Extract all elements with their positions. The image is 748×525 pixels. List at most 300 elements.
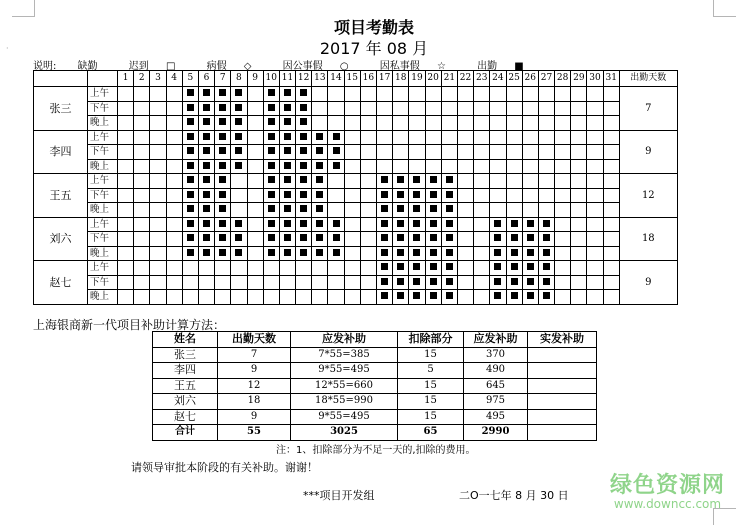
- attendance-cell[interactable]: [571, 174, 587, 189]
- attendance-cell[interactable]: [296, 261, 312, 276]
- attendance-cell[interactable]: [377, 246, 393, 261]
- attendance-cell[interactable]: [441, 246, 457, 261]
- attendance-cell[interactable]: [134, 145, 150, 160]
- attendance-cell[interactable]: [279, 130, 295, 145]
- attendance-cell[interactable]: [328, 203, 344, 218]
- attendance-cell[interactable]: [360, 159, 376, 174]
- attendance-cell[interactable]: [247, 275, 263, 290]
- attendance-cell[interactable]: [296, 188, 312, 203]
- table-cell[interactable]: [528, 425, 597, 441]
- attendance-cell[interactable]: [603, 87, 619, 102]
- attendance-cell[interactable]: [215, 261, 231, 276]
- attendance-cell[interactable]: [182, 246, 198, 261]
- attendance-cell[interactable]: [490, 203, 506, 218]
- attendance-cell[interactable]: [231, 203, 247, 218]
- attendance-cell[interactable]: [118, 217, 134, 232]
- attendance-cell[interactable]: [360, 188, 376, 203]
- attendance-cell[interactable]: [474, 159, 490, 174]
- attendance-cell[interactable]: [263, 188, 279, 203]
- attendance-cell[interactable]: [279, 203, 295, 218]
- attendance-cell[interactable]: [296, 246, 312, 261]
- attendance-cell[interactable]: [409, 290, 425, 305]
- attendance-cell[interactable]: [182, 174, 198, 189]
- attendance-cell[interactable]: [538, 116, 554, 131]
- attendance-cell[interactable]: [409, 188, 425, 203]
- attendance-cell[interactable]: [457, 145, 473, 160]
- attendance-cell[interactable]: [441, 290, 457, 305]
- attendance-cell[interactable]: [425, 261, 441, 276]
- attendance-cell[interactable]: [603, 116, 619, 131]
- attendance-cell[interactable]: [296, 101, 312, 116]
- attendance-cell[interactable]: [506, 290, 522, 305]
- attendance-cell[interactable]: [328, 116, 344, 131]
- attendance-cell[interactable]: [474, 217, 490, 232]
- attendance-cell[interactable]: [118, 261, 134, 276]
- attendance-cell[interactable]: [409, 275, 425, 290]
- table-cell[interactable]: [528, 347, 597, 363]
- attendance-cell[interactable]: [409, 130, 425, 145]
- attendance-cell[interactable]: [231, 159, 247, 174]
- attendance-cell[interactable]: [555, 188, 571, 203]
- attendance-cell[interactable]: [134, 130, 150, 145]
- attendance-cell[interactable]: [474, 261, 490, 276]
- attendance-cell[interactable]: [312, 290, 328, 305]
- attendance-cell[interactable]: [182, 101, 198, 116]
- attendance-cell[interactable]: [377, 232, 393, 247]
- attendance-cell[interactable]: [263, 232, 279, 247]
- attendance-cell[interactable]: [166, 188, 182, 203]
- attendance-cell[interactable]: [377, 290, 393, 305]
- attendance-cell[interactable]: [571, 203, 587, 218]
- attendance-cell[interactable]: [538, 217, 554, 232]
- attendance-cell[interactable]: [360, 116, 376, 131]
- attendance-cell[interactable]: [393, 145, 409, 160]
- attendance-cell[interactable]: [441, 116, 457, 131]
- attendance-cell[interactable]: [441, 87, 457, 102]
- attendance-cell[interactable]: [198, 275, 214, 290]
- attendance-cell[interactable]: [571, 116, 587, 131]
- attendance-cell[interactable]: [393, 116, 409, 131]
- attendance-cell[interactable]: [263, 145, 279, 160]
- attendance-cell[interactable]: [490, 246, 506, 261]
- attendance-cell[interactable]: [587, 145, 603, 160]
- attendance-cell[interactable]: [474, 188, 490, 203]
- attendance-cell[interactable]: [344, 87, 360, 102]
- attendance-cell[interactable]: [490, 130, 506, 145]
- attendance-cell[interactable]: [457, 232, 473, 247]
- attendance-cell[interactable]: [377, 145, 393, 160]
- attendance-cell[interactable]: [312, 203, 328, 218]
- attendance-cell[interactable]: [263, 174, 279, 189]
- attendance-cell[interactable]: [587, 188, 603, 203]
- attendance-cell[interactable]: [263, 101, 279, 116]
- attendance-cell[interactable]: [118, 130, 134, 145]
- attendance-cell[interactable]: [555, 275, 571, 290]
- attendance-cell[interactable]: [150, 116, 166, 131]
- attendance-cell[interactable]: [425, 87, 441, 102]
- attendance-cell[interactable]: [344, 232, 360, 247]
- attendance-cell[interactable]: [506, 275, 522, 290]
- attendance-cell[interactable]: [538, 203, 554, 218]
- attendance-cell[interactable]: [425, 290, 441, 305]
- attendance-cell[interactable]: [296, 130, 312, 145]
- attendance-cell[interactable]: [360, 130, 376, 145]
- attendance-cell[interactable]: [457, 217, 473, 232]
- attendance-cell[interactable]: [279, 217, 295, 232]
- attendance-cell[interactable]: [150, 246, 166, 261]
- attendance-cell[interactable]: [474, 275, 490, 290]
- attendance-cell[interactable]: [263, 87, 279, 102]
- attendance-cell[interactable]: [457, 261, 473, 276]
- attendance-cell[interactable]: [344, 145, 360, 160]
- attendance-cell[interactable]: [198, 87, 214, 102]
- attendance-cell[interactable]: [409, 261, 425, 276]
- attendance-cell[interactable]: [360, 261, 376, 276]
- attendance-cell[interactable]: [231, 130, 247, 145]
- attendance-cell[interactable]: [312, 174, 328, 189]
- attendance-cell[interactable]: [231, 290, 247, 305]
- attendance-cell[interactable]: [538, 188, 554, 203]
- attendance-cell[interactable]: [312, 130, 328, 145]
- attendance-cell[interactable]: [409, 145, 425, 160]
- table-cell[interactable]: [528, 363, 597, 379]
- attendance-cell[interactable]: [344, 101, 360, 116]
- attendance-cell[interactable]: [425, 188, 441, 203]
- attendance-cell[interactable]: [182, 232, 198, 247]
- attendance-cell[interactable]: [231, 217, 247, 232]
- attendance-cell[interactable]: [506, 116, 522, 131]
- attendance-cell[interactable]: [328, 246, 344, 261]
- attendance-cell[interactable]: [377, 217, 393, 232]
- attendance-cell[interactable]: [166, 246, 182, 261]
- attendance-cell[interactable]: [490, 101, 506, 116]
- attendance-cell[interactable]: [457, 275, 473, 290]
- attendance-cell[interactable]: [522, 290, 538, 305]
- attendance-cell[interactable]: [166, 87, 182, 102]
- attendance-cell[interactable]: [231, 116, 247, 131]
- attendance-cell[interactable]: [603, 232, 619, 247]
- attendance-cell[interactable]: [603, 203, 619, 218]
- attendance-cell[interactable]: [198, 130, 214, 145]
- attendance-cell[interactable]: [360, 87, 376, 102]
- attendance-cell[interactable]: [296, 159, 312, 174]
- attendance-cell[interactable]: [538, 87, 554, 102]
- attendance-cell[interactable]: [538, 174, 554, 189]
- attendance-cell[interactable]: [603, 174, 619, 189]
- attendance-cell[interactable]: [312, 232, 328, 247]
- attendance-cell[interactable]: [231, 174, 247, 189]
- attendance-cell[interactable]: [198, 203, 214, 218]
- attendance-cell[interactable]: [393, 101, 409, 116]
- attendance-cell[interactable]: [377, 130, 393, 145]
- attendance-cell[interactable]: [409, 174, 425, 189]
- attendance-cell[interactable]: [538, 101, 554, 116]
- attendance-cell[interactable]: [344, 217, 360, 232]
- attendance-cell[interactable]: [603, 188, 619, 203]
- attendance-cell[interactable]: [457, 203, 473, 218]
- attendance-cell[interactable]: [263, 261, 279, 276]
- attendance-cell[interactable]: [571, 290, 587, 305]
- attendance-cell[interactable]: [522, 87, 538, 102]
- attendance-cell[interactable]: [198, 261, 214, 276]
- attendance-cell[interactable]: [279, 232, 295, 247]
- attendance-cell[interactable]: [490, 261, 506, 276]
- attendance-cell[interactable]: [441, 232, 457, 247]
- table-cell[interactable]: [528, 378, 597, 394]
- attendance-cell[interactable]: [457, 290, 473, 305]
- attendance-cell[interactable]: [118, 188, 134, 203]
- attendance-cell[interactable]: [571, 275, 587, 290]
- attendance-cell[interactable]: [360, 290, 376, 305]
- attendance-cell[interactable]: [134, 116, 150, 131]
- attendance-cell[interactable]: [328, 232, 344, 247]
- attendance-cell[interactable]: [215, 145, 231, 160]
- attendance-cell[interactable]: [474, 87, 490, 102]
- attendance-cell[interactable]: [198, 246, 214, 261]
- attendance-cell[interactable]: [490, 116, 506, 131]
- attendance-cell[interactable]: [344, 275, 360, 290]
- attendance-cell[interactable]: [587, 261, 603, 276]
- attendance-cell[interactable]: [538, 275, 554, 290]
- attendance-cell[interactable]: [457, 101, 473, 116]
- attendance-cell[interactable]: [215, 275, 231, 290]
- attendance-cell[interactable]: [312, 159, 328, 174]
- attendance-cell[interactable]: [134, 101, 150, 116]
- attendance-cell[interactable]: [409, 116, 425, 131]
- attendance-cell[interactable]: [150, 203, 166, 218]
- attendance-cell[interactable]: [538, 261, 554, 276]
- attendance-cell[interactable]: [425, 130, 441, 145]
- attendance-cell[interactable]: [150, 261, 166, 276]
- attendance-cell[interactable]: [279, 290, 295, 305]
- attendance-cell[interactable]: [522, 145, 538, 160]
- attendance-cell[interactable]: [555, 87, 571, 102]
- attendance-cell[interactable]: [393, 87, 409, 102]
- attendance-cell[interactable]: [247, 145, 263, 160]
- attendance-cell[interactable]: [182, 217, 198, 232]
- attendance-cell[interactable]: [441, 101, 457, 116]
- attendance-cell[interactable]: [522, 232, 538, 247]
- attendance-cell[interactable]: [198, 101, 214, 116]
- attendance-cell[interactable]: [425, 159, 441, 174]
- attendance-cell[interactable]: [344, 130, 360, 145]
- attendance-cell[interactable]: [474, 101, 490, 116]
- attendance-cell[interactable]: [571, 261, 587, 276]
- attendance-cell[interactable]: [457, 159, 473, 174]
- attendance-cell[interactable]: [360, 145, 376, 160]
- attendance-cell[interactable]: [571, 145, 587, 160]
- attendance-cell[interactable]: [328, 290, 344, 305]
- attendance-cell[interactable]: [198, 232, 214, 247]
- attendance-cell[interactable]: [538, 145, 554, 160]
- attendance-cell[interactable]: [198, 290, 214, 305]
- attendance-cell[interactable]: [118, 116, 134, 131]
- attendance-cell[interactable]: [441, 174, 457, 189]
- attendance-cell[interactable]: [571, 246, 587, 261]
- attendance-cell[interactable]: [150, 101, 166, 116]
- attendance-cell[interactable]: [150, 145, 166, 160]
- attendance-cell[interactable]: [296, 290, 312, 305]
- attendance-cell[interactable]: [344, 203, 360, 218]
- attendance-cell[interactable]: [377, 87, 393, 102]
- attendance-cell[interactable]: [587, 174, 603, 189]
- attendance-cell[interactable]: [134, 261, 150, 276]
- attendance-cell[interactable]: [587, 203, 603, 218]
- attendance-cell[interactable]: [425, 246, 441, 261]
- attendance-cell[interactable]: [490, 217, 506, 232]
- attendance-cell[interactable]: [457, 87, 473, 102]
- attendance-cell[interactable]: [247, 188, 263, 203]
- attendance-cell[interactable]: [474, 290, 490, 305]
- attendance-cell[interactable]: [587, 116, 603, 131]
- attendance-cell[interactable]: [328, 145, 344, 160]
- attendance-cell[interactable]: [457, 174, 473, 189]
- attendance-cell[interactable]: [263, 159, 279, 174]
- attendance-cell[interactable]: [474, 130, 490, 145]
- attendance-cell[interactable]: [522, 217, 538, 232]
- attendance-cell[interactable]: [603, 290, 619, 305]
- attendance-cell[interactable]: [118, 87, 134, 102]
- attendance-cell[interactable]: [522, 174, 538, 189]
- attendance-cell[interactable]: [603, 145, 619, 160]
- attendance-cell[interactable]: [344, 246, 360, 261]
- attendance-cell[interactable]: [279, 145, 295, 160]
- attendance-cell[interactable]: [538, 232, 554, 247]
- attendance-cell[interactable]: [555, 159, 571, 174]
- attendance-cell[interactable]: [571, 188, 587, 203]
- attendance-cell[interactable]: [377, 159, 393, 174]
- attendance-cell[interactable]: [587, 87, 603, 102]
- attendance-cell[interactable]: [344, 261, 360, 276]
- attendance-cell[interactable]: [441, 130, 457, 145]
- attendance-cell[interactable]: [409, 159, 425, 174]
- attendance-cell[interactable]: [182, 188, 198, 203]
- attendance-cell[interactable]: [150, 188, 166, 203]
- attendance-cell[interactable]: [198, 145, 214, 160]
- attendance-cell[interactable]: [166, 275, 182, 290]
- attendance-cell[interactable]: [166, 101, 182, 116]
- attendance-cell[interactable]: [182, 87, 198, 102]
- attendance-cell[interactable]: [571, 232, 587, 247]
- attendance-cell[interactable]: [247, 116, 263, 131]
- attendance-cell[interactable]: [538, 290, 554, 305]
- attendance-cell[interactable]: [441, 159, 457, 174]
- attendance-cell[interactable]: [360, 217, 376, 232]
- attendance-cell[interactable]: [166, 261, 182, 276]
- attendance-cell[interactable]: [377, 275, 393, 290]
- attendance-cell[interactable]: [393, 203, 409, 218]
- attendance-cell[interactable]: [360, 275, 376, 290]
- attendance-cell[interactable]: [490, 159, 506, 174]
- attendance-cell[interactable]: [328, 275, 344, 290]
- attendance-cell[interactable]: [215, 203, 231, 218]
- table-cell[interactable]: [528, 394, 597, 410]
- attendance-cell[interactable]: [296, 203, 312, 218]
- attendance-cell[interactable]: [312, 87, 328, 102]
- attendance-cell[interactable]: [425, 174, 441, 189]
- attendance-cell[interactable]: [118, 246, 134, 261]
- attendance-cell[interactable]: [296, 116, 312, 131]
- attendance-cell[interactable]: [506, 159, 522, 174]
- attendance-cell[interactable]: [118, 174, 134, 189]
- attendance-cell[interactable]: [409, 101, 425, 116]
- attendance-cell[interactable]: [506, 101, 522, 116]
- attendance-cell[interactable]: [247, 261, 263, 276]
- attendance-cell[interactable]: [571, 101, 587, 116]
- attendance-cell[interactable]: [118, 290, 134, 305]
- attendance-cell[interactable]: [215, 217, 231, 232]
- attendance-cell[interactable]: [247, 101, 263, 116]
- attendance-cell[interactable]: [457, 130, 473, 145]
- attendance-cell[interactable]: [296, 275, 312, 290]
- attendance-cell[interactable]: [474, 246, 490, 261]
- attendance-cell[interactable]: [474, 145, 490, 160]
- attendance-cell[interactable]: [344, 290, 360, 305]
- attendance-cell[interactable]: [425, 232, 441, 247]
- attendance-cell[interactable]: [425, 275, 441, 290]
- attendance-cell[interactable]: [166, 203, 182, 218]
- attendance-cell[interactable]: [506, 87, 522, 102]
- attendance-cell[interactable]: [490, 188, 506, 203]
- attendance-cell[interactable]: [231, 246, 247, 261]
- attendance-cell[interactable]: [555, 261, 571, 276]
- attendance-cell[interactable]: [312, 217, 328, 232]
- attendance-cell[interactable]: [215, 232, 231, 247]
- attendance-cell[interactable]: [166, 116, 182, 131]
- attendance-cell[interactable]: [182, 275, 198, 290]
- attendance-cell[interactable]: [571, 217, 587, 232]
- attendance-cell[interactable]: [441, 217, 457, 232]
- attendance-cell[interactable]: [490, 232, 506, 247]
- attendance-cell[interactable]: [425, 101, 441, 116]
- attendance-cell[interactable]: [555, 101, 571, 116]
- attendance-cell[interactable]: [263, 130, 279, 145]
- attendance-cell[interactable]: [263, 246, 279, 261]
- attendance-cell[interactable]: [182, 261, 198, 276]
- attendance-cell[interactable]: [150, 290, 166, 305]
- attendance-cell[interactable]: [522, 246, 538, 261]
- attendance-cell[interactable]: [506, 174, 522, 189]
- attendance-cell[interactable]: [506, 246, 522, 261]
- attendance-cell[interactable]: [409, 203, 425, 218]
- attendance-cell[interactable]: [312, 145, 328, 160]
- attendance-cell[interactable]: [328, 261, 344, 276]
- attendance-cell[interactable]: [360, 174, 376, 189]
- attendance-cell[interactable]: [247, 203, 263, 218]
- attendance-cell[interactable]: [279, 87, 295, 102]
- attendance-cell[interactable]: [134, 290, 150, 305]
- attendance-cell[interactable]: [393, 217, 409, 232]
- attendance-cell[interactable]: [279, 101, 295, 116]
- attendance-cell[interactable]: [457, 116, 473, 131]
- attendance-cell[interactable]: [393, 159, 409, 174]
- attendance-cell[interactable]: [296, 232, 312, 247]
- attendance-cell[interactable]: [215, 246, 231, 261]
- attendance-cell[interactable]: [425, 145, 441, 160]
- attendance-cell[interactable]: [263, 203, 279, 218]
- table-cell[interactable]: [528, 409, 597, 425]
- attendance-cell[interactable]: [522, 261, 538, 276]
- attendance-cell[interactable]: [425, 116, 441, 131]
- attendance-cell[interactable]: [150, 232, 166, 247]
- attendance-cell[interactable]: [150, 275, 166, 290]
- attendance-cell[interactable]: [150, 130, 166, 145]
- attendance-cell[interactable]: [166, 159, 182, 174]
- attendance-cell[interactable]: [506, 261, 522, 276]
- attendance-cell[interactable]: [377, 116, 393, 131]
- attendance-cell[interactable]: [296, 174, 312, 189]
- attendance-cell[interactable]: [182, 116, 198, 131]
